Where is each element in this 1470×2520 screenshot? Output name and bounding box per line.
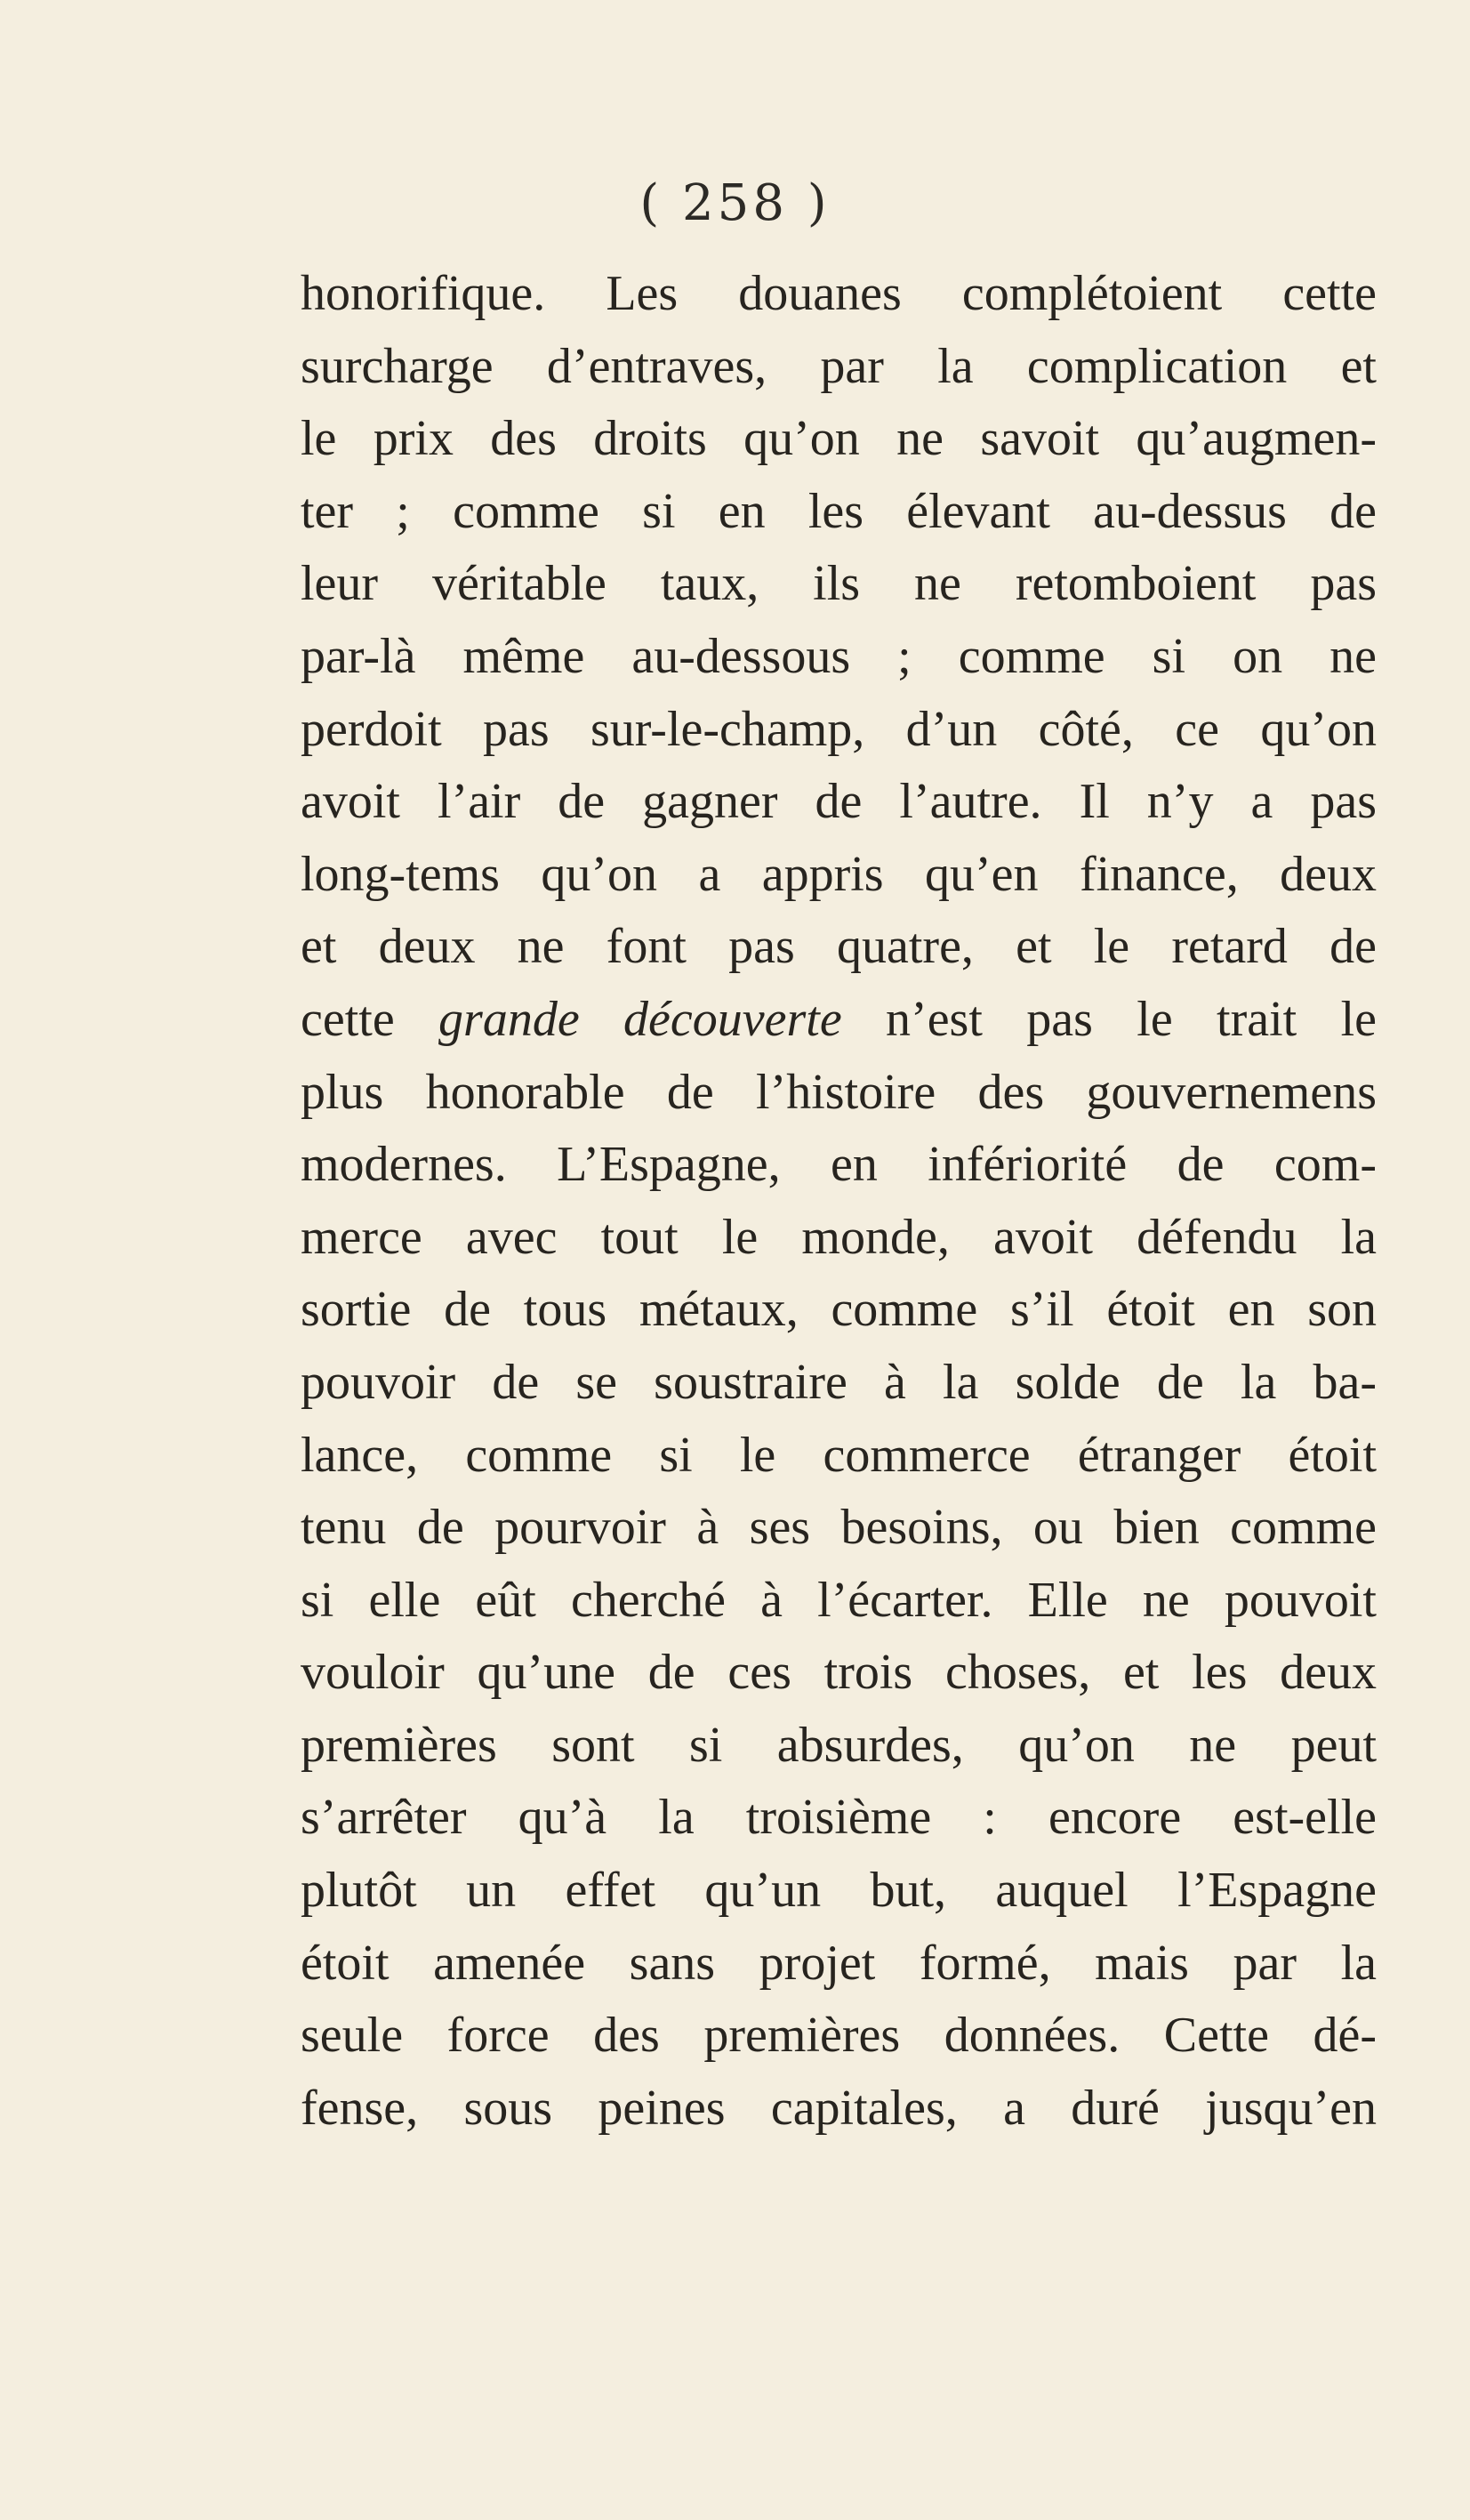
body-text	[301, 258, 1377, 2145]
text-line: le prix des droits qu’on ne savoit qu’augmen-	[301, 411, 1377, 467]
text-line	[301, 984, 1377, 1057]
text-segment: cette	[301, 991, 439, 1047]
text-line: plus honorable de l’histoire des gouvernemens	[301, 1064, 1377, 1120]
text-line: ter ; comme si en les élevant au-dessus de	[301, 483, 1377, 539]
text-line: lance, comme si le commerce étranger étoit	[301, 1427, 1377, 1483]
text-line: tenu de pourvoir à ses besoins, ou bien comme	[301, 1500, 1377, 1556]
text-line: sortie de tous métaux, comme s’il étoit en son	[301, 1282, 1377, 1338]
text-line: plutôt un effet qu’un but, auquel l’Espagne	[301, 1863, 1377, 1919]
text-line: si elle eût cherché à l’écarter. Elle ne pouvoit	[301, 1572, 1377, 1628]
text-line: premières sont si absurdes, qu’on ne peut	[301, 1717, 1377, 1773]
text-line: pouvoir de se soustraire à la solde de la ba-	[301, 1354, 1377, 1410]
page-number: ( 258 )	[639, 174, 831, 232]
text-line: vouloir qu’une de ces trois choses, et les deux	[301, 1645, 1377, 1701]
text-line: long-tems qu’on a appris qu’en finance, deux	[301, 846, 1377, 902]
text-line: leur véritable taux, ils ne retomboient pas	[301, 556, 1377, 612]
text-line: par-là même au-dessous ; comme si on ne	[301, 628, 1377, 684]
italic-phrase: grande découverte	[438, 991, 842, 1047]
text-line: modernes. L’Espagne, en infériorité de com-	[301, 1137, 1377, 1193]
text-line: honorifique. Les douanes complétoient cette	[301, 266, 1377, 321]
text-line: avoit l’air de gagner de l’autre. Il n’y a pas	[301, 774, 1377, 830]
text-line: surcharge d’entraves, par la complication et	[301, 338, 1377, 394]
text-line: merce avec tout le monde, avoit défendu la	[301, 1209, 1377, 1265]
text-segment: n’est pas le trait le	[841, 991, 1377, 1047]
text-line: perdoit pas sur-le-champ, d’un côté, ce qu’on	[301, 701, 1377, 757]
text-line: fense, sous peines capitales, a duré jusqu’en	[301, 2080, 1377, 2136]
text-line: et deux ne font pas quatre, et le retard de	[301, 919, 1377, 975]
text-line: s’arrêter qu’à la troisième : encore est-elle	[301, 1790, 1377, 1846]
text-line: seule force des premières données. Cette dé-	[301, 2008, 1377, 2064]
text-line: étoit amenée sans projet formé, mais par la	[301, 1935, 1377, 1991]
